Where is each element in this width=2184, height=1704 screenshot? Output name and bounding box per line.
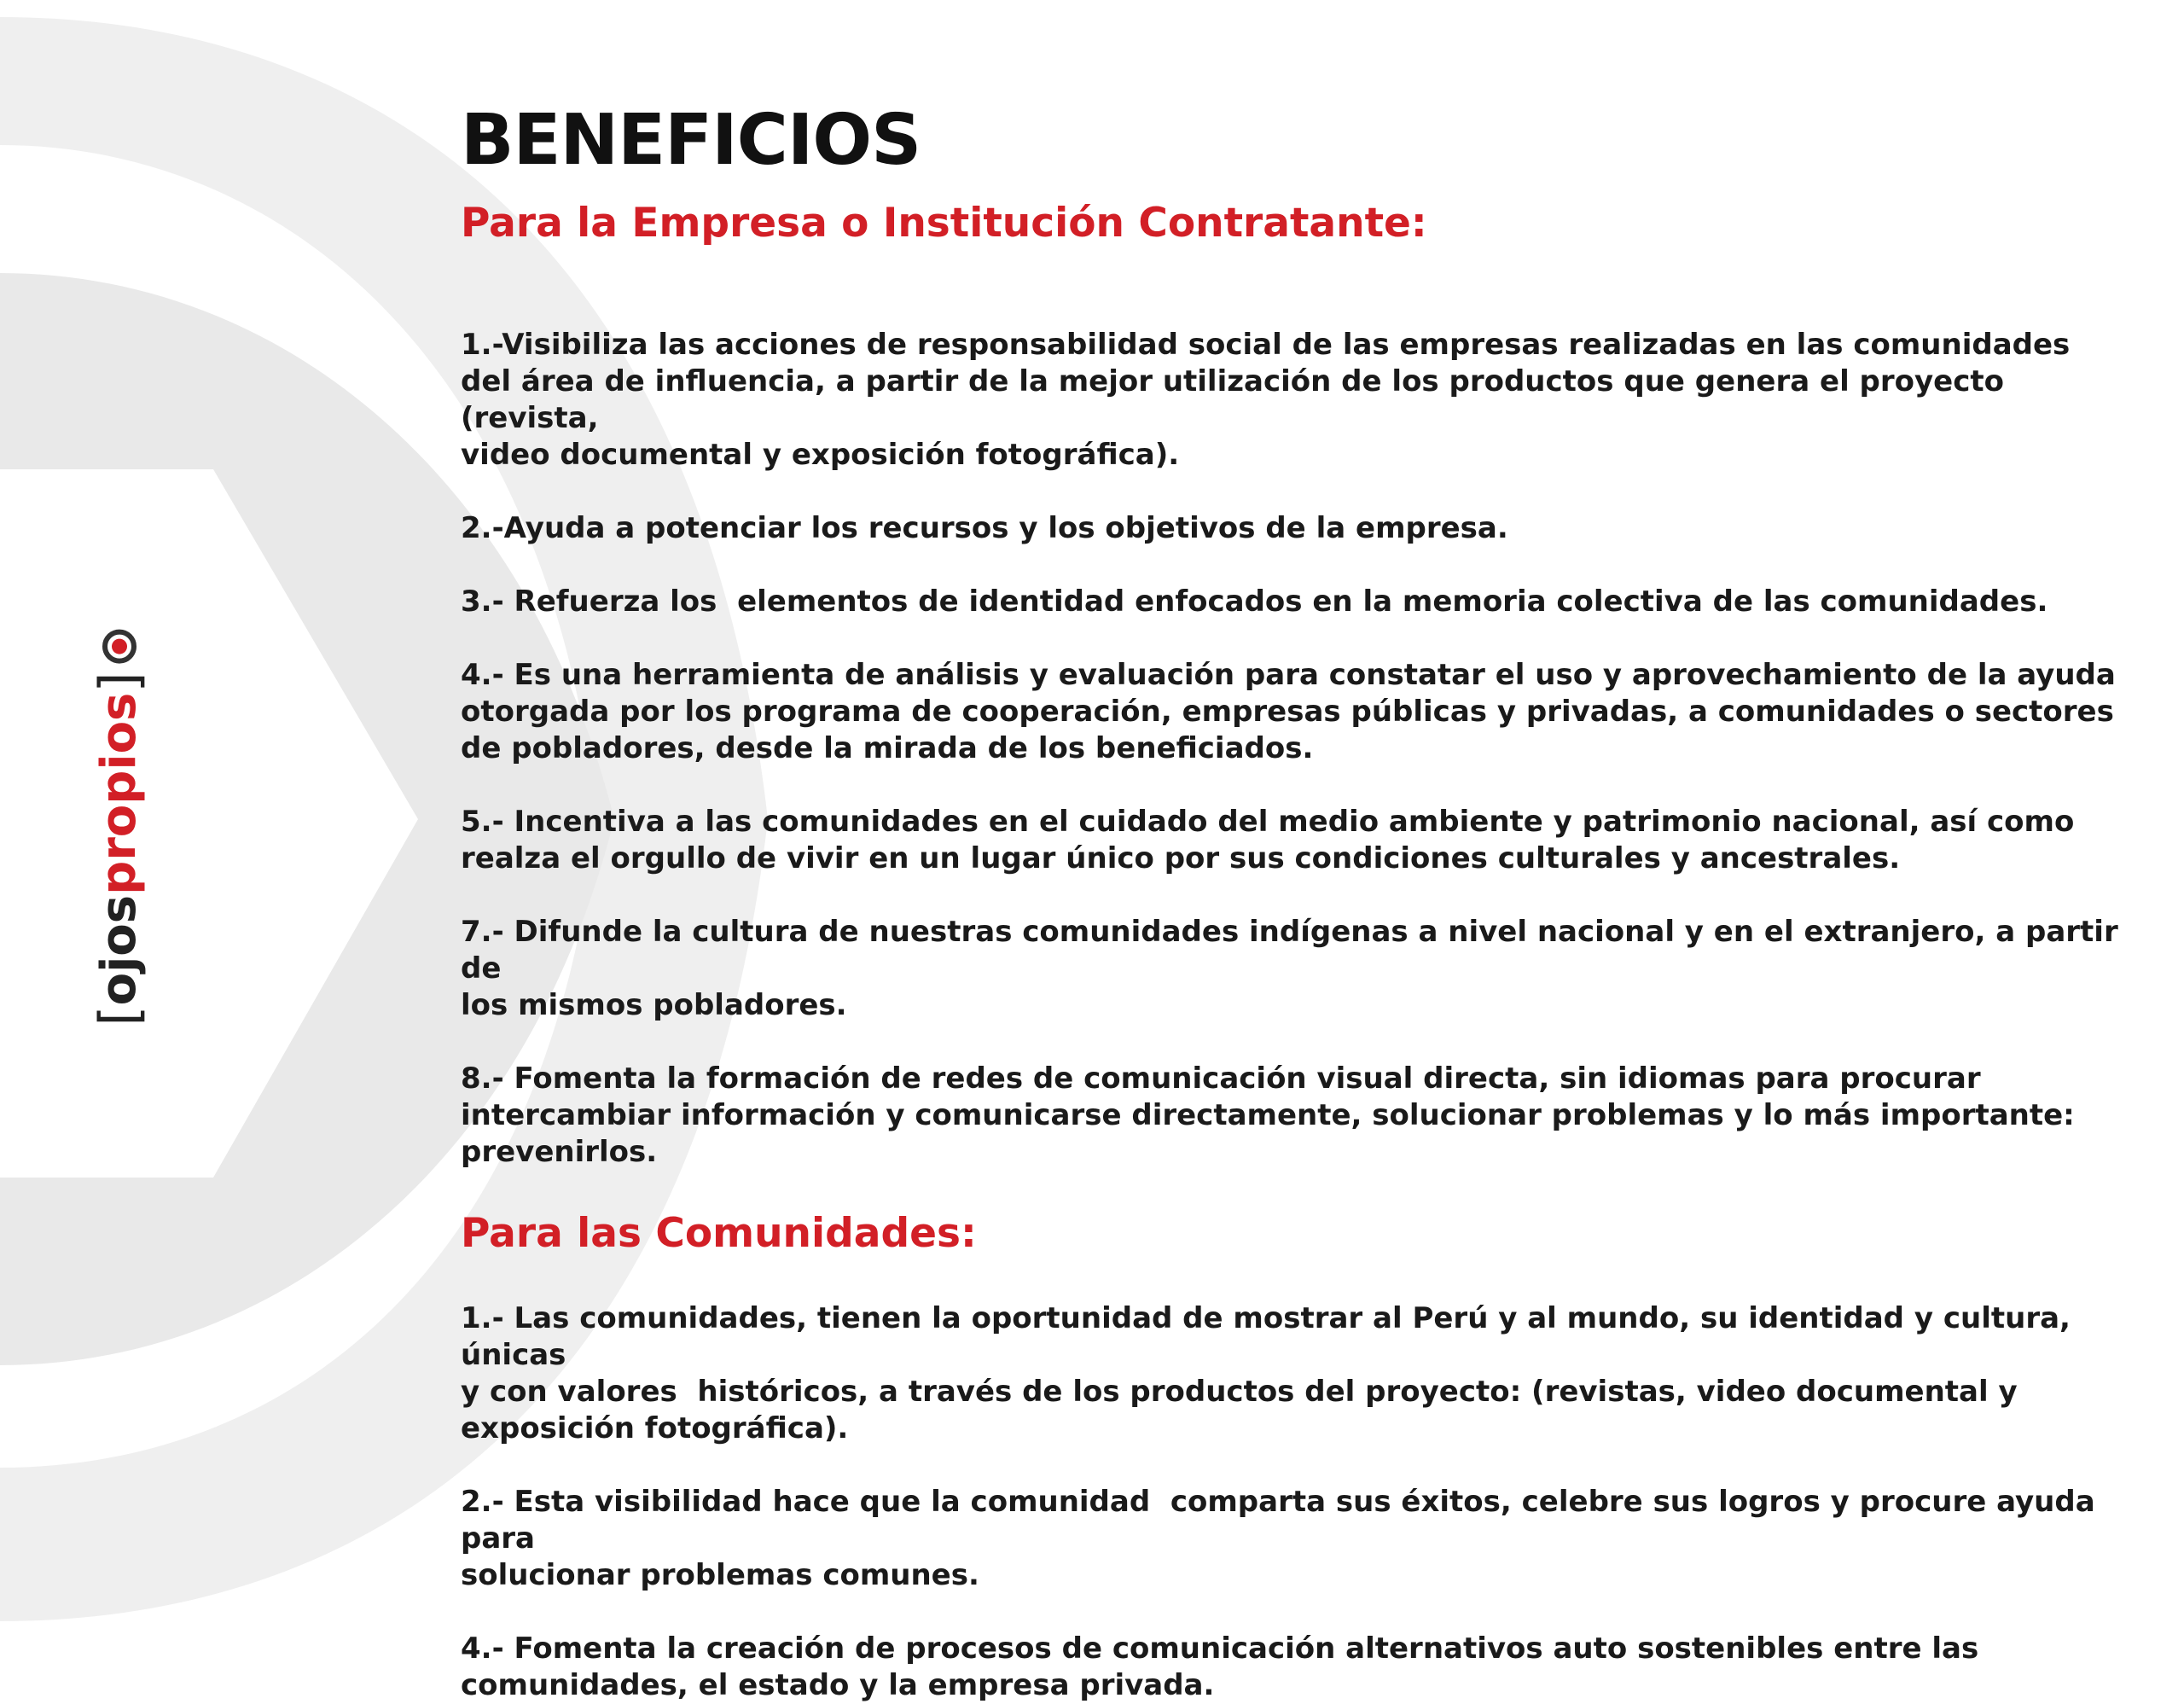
list-item: 2.- Esta visibilidad hace que la comunidad comparta sus éxitos, celebre sus logros y procure ayuda para solucionar problemas comunes. bbox=[461, 1484, 2095, 1592]
list-item: 8.- Fomenta la formación de redes de comunicación visual directa, sin idiomas para procurar intercambiar información y comunicarse directamente, solucionar problemas y lo más importante: prevenirlos. bbox=[461, 1061, 2075, 1169]
section-heading-comunidades: Para las Comunidades: bbox=[461, 1209, 977, 1257]
benefits-list-empresa bbox=[461, 327, 2133, 1171]
list-item: 4.- Fomenta la creación de procesos de comunicación alternativos auto sostenibles entre las comunidades, el estado y la empresa privada. bbox=[461, 1631, 1979, 1702]
slide-content bbox=[461, 102, 2133, 1704]
benefits-list-comunidades bbox=[461, 1300, 2133, 1704]
logo-text-ojos: ojos bbox=[91, 894, 147, 1006]
list-item: 7.- Difunde la cultura de nuestras comunidades indígenas a nivel nacional y en el extranjero, a partir de los mismos pobladores. bbox=[461, 914, 2118, 1022]
logo-bracket-close: ] bbox=[88, 672, 150, 693]
list-item: 4.- Es una herramienta de análisis y evaluación para constatar el uso y aprovechamiento de la ayuda otorgada por los programa de cooperación, empresas públicas y privadas, a comunidades o sectores de pobladores, desde la mirada de los beneficiados. bbox=[461, 657, 2116, 765]
logo-bracket-open: [ bbox=[88, 1005, 150, 1026]
page-title: BENEFICIOS bbox=[461, 100, 921, 181]
section-heading-empresa: Para la Empresa o Institución Contratante: bbox=[461, 200, 1427, 247]
list-item: 1.- Las comunidades, tienen la oportunidad de mostrar al Perú y al mundo, su identidad y cultura, únicas y con valores históricos, a través de los productos del proyecto: (revistas, video documental y exposición fotográfica). bbox=[461, 1300, 2071, 1445]
list-item: 5.- Incentiva a las comunidades en el cuidado del medio ambiente y patrimonio nacional, así como realza el orgullo de vivir en un lugar único por sus condiciones culturales y ancestrales. bbox=[461, 804, 2075, 875]
list-item: 3.- Refuerza los elementos de identidad enfocados en la memoria colectiva de las comunidades. bbox=[461, 584, 2048, 619]
logo-text-propios: propios bbox=[91, 692, 147, 895]
list-item: 2.-Ayuda a potenciar los recursos y los objetivos de la empresa. bbox=[461, 510, 1508, 545]
circle-logo-icon bbox=[102, 629, 136, 663]
list-item: 1.-Visibiliza las acciones de responsabilidad social de las empresas realizadas en las comunidades del área de influencia, a partir de la mejor utilización de los productos que genera el proyecto (revista, video documental y exposición fotográfica). bbox=[461, 327, 2071, 472]
ojospropios-logo bbox=[77, 614, 162, 1041]
